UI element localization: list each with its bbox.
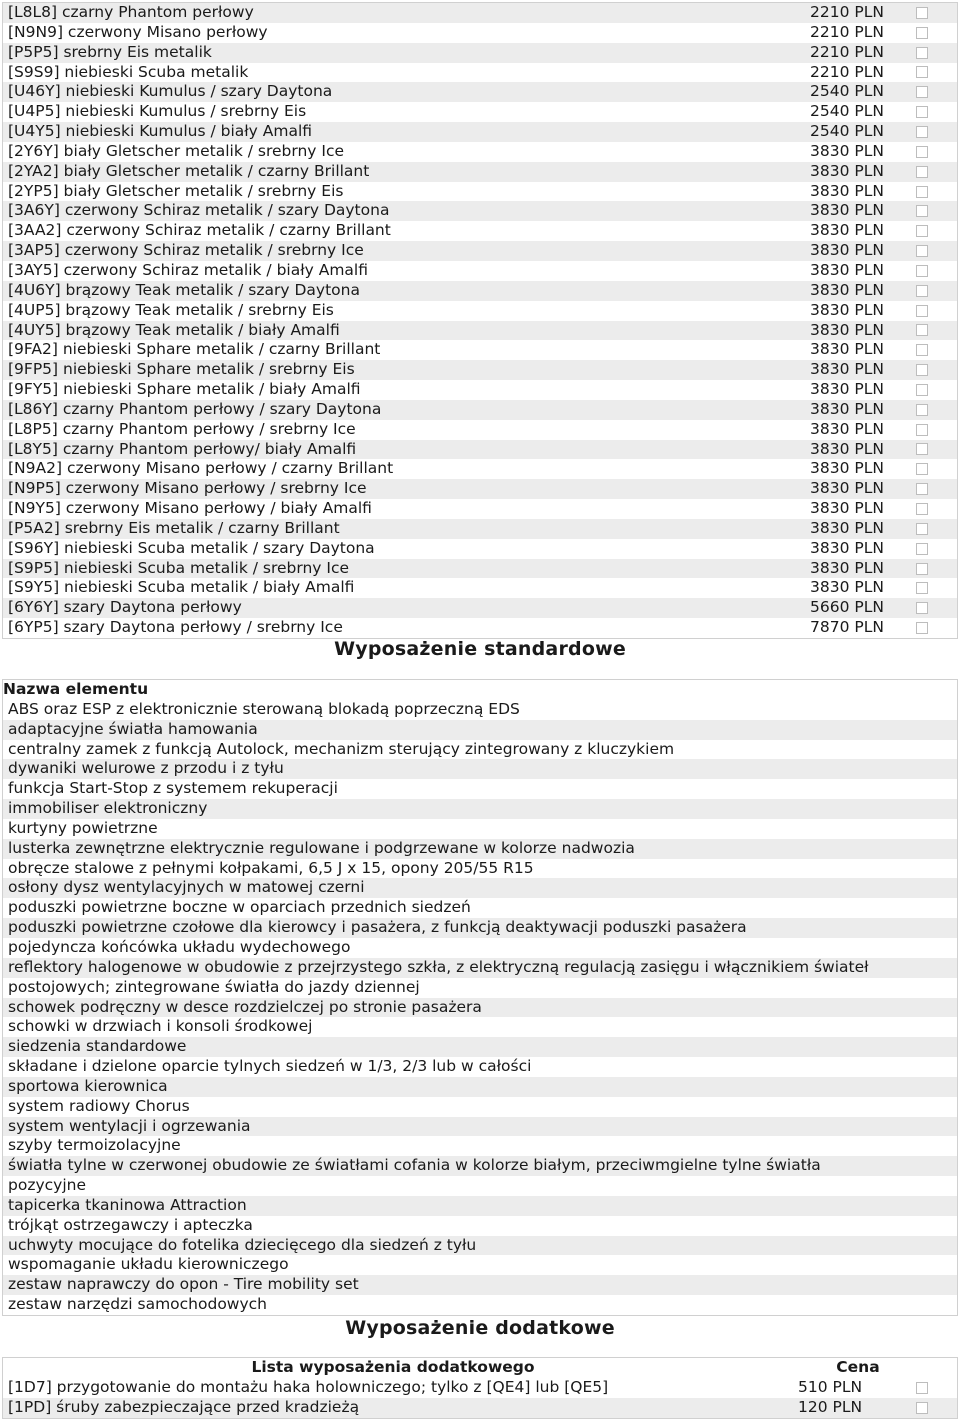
standard-equipment-row bbox=[3, 1255, 957, 1275]
standard-equipment-row bbox=[3, 700, 957, 720]
select-checkbox[interactable] bbox=[916, 483, 928, 495]
color-option-row bbox=[3, 102, 957, 122]
color-option-row bbox=[3, 499, 957, 519]
color-option-row bbox=[3, 261, 957, 281]
select-checkbox[interactable] bbox=[916, 245, 928, 257]
select-checkbox[interactable] bbox=[916, 443, 928, 455]
standard-equipment-row bbox=[3, 1295, 957, 1315]
standard-equipment-row bbox=[3, 1136, 957, 1156]
standard-equipment-row bbox=[3, 759, 957, 779]
additional-equipment-price: 510 PLN bbox=[798, 1377, 863, 1396]
color-option-row bbox=[3, 3, 957, 23]
color-option-price: 3830 PLN bbox=[810, 201, 884, 220]
color-option-row bbox=[3, 420, 957, 440]
color-option-name: [2YA2] biały Gletscher metalik / czarny Brillant bbox=[8, 161, 370, 180]
color-option-price: 3830 PLN bbox=[810, 439, 884, 458]
additional-equipment-name: [1PD] śruby zabezpieczające przed kradzieżą bbox=[8, 1397, 360, 1416]
standard-equipment-item: lusterka zewnętrzne elektrycznie regulowane i podgrzewane w kolorze nadwozia bbox=[8, 838, 635, 857]
color-option-row bbox=[3, 340, 957, 360]
select-checkbox[interactable] bbox=[916, 543, 928, 555]
color-option-row bbox=[3, 182, 957, 202]
standard-equipment-item: obręcze stalowe z pełnymi kołpakami, 6,5 J x 15, opony 205/55 R15 bbox=[8, 858, 534, 877]
additional-equipment-row bbox=[3, 1378, 957, 1398]
color-option-price: 2210 PLN bbox=[810, 3, 884, 21]
color-option-name: [6Y6Y] szary Daytona perłowy bbox=[8, 598, 242, 617]
standard-equipment-item: uchwyty mocujące do fotelika dziecięcego dla siedzeń z tyłu bbox=[8, 1235, 477, 1254]
select-checkbox[interactable] bbox=[916, 126, 928, 138]
standard-equipment-item: system wentylacji i ogrzewania bbox=[8, 1116, 251, 1135]
select-checkbox[interactable] bbox=[916, 404, 928, 416]
select-checkbox[interactable] bbox=[916, 305, 928, 317]
color-option-price: 3830 PLN bbox=[810, 260, 884, 279]
standard-equipment-row bbox=[3, 918, 957, 938]
color-option-price: 3830 PLN bbox=[810, 320, 884, 339]
select-checkbox[interactable] bbox=[916, 27, 928, 39]
color-option-price: 3830 PLN bbox=[810, 380, 884, 399]
color-option-price: 3830 PLN bbox=[810, 280, 884, 299]
select-checkbox[interactable] bbox=[916, 166, 928, 178]
select-checkbox[interactable] bbox=[916, 424, 928, 436]
color-option-row bbox=[3, 43, 957, 63]
color-option-name: [N9N9] czerwony Misano perłowy bbox=[8, 22, 268, 41]
select-checkbox[interactable] bbox=[916, 582, 928, 594]
color-option-name: [9FA2] niebieski Sphare metalik / czarny Brillant bbox=[8, 340, 381, 359]
standard-equipment-item: reflektory halogenowe w obudowie z przejrzystego szkła, z elektryczną regulacją zasięgu i włącznikiem świateł bbox=[8, 957, 869, 976]
color-option-row bbox=[3, 241, 957, 261]
color-option-row bbox=[3, 23, 957, 43]
color-option-price: 2210 PLN bbox=[810, 22, 884, 41]
standard-equipment-item: tapicerka tkaninowa Attraction bbox=[8, 1195, 247, 1214]
color-option-price: 3830 PLN bbox=[810, 221, 884, 240]
additional-equipment-title: Wyposażenie dodatkowe bbox=[345, 1317, 615, 1339]
color-option-name: [3AY5] czerwony Schiraz metalik / biały Amalfi bbox=[8, 260, 368, 279]
color-option-price: 3830 PLN bbox=[810, 141, 884, 160]
standard-equipment-row bbox=[3, 859, 957, 879]
color-option-name: [U4P5] niebieski Kumulus / srebrny Eis bbox=[8, 102, 307, 121]
color-option-name: [3AP5] czerwony Schiraz metalik / srebrny Ice bbox=[8, 241, 364, 260]
additional-equipment-table bbox=[2, 1357, 958, 1419]
select-checkbox[interactable] bbox=[916, 523, 928, 535]
color-option-price: 2540 PLN bbox=[810, 122, 884, 141]
color-option-name: [L8L8] czarny Phantom perłowy bbox=[8, 3, 254, 21]
additional-equipment-row bbox=[3, 1398, 957, 1418]
standard-equipment-item: centralny zamek z funkcją Autolock, mechanizm sterujący zintegrowany z kluczykiem bbox=[8, 739, 675, 758]
standard-equipment-item: światła tylne w czerwonej obudowie ze światłami cofania w kolorze białym, przeciwmgielne tylne światła bbox=[8, 1156, 821, 1175]
standard-equipment-item: schowki w drzwiach i konsoli środkowej bbox=[8, 1017, 313, 1036]
color-option-price: 3830 PLN bbox=[810, 459, 884, 478]
standard-equipment-item: kurtyny powietrzne bbox=[8, 818, 158, 837]
color-option-row bbox=[3, 479, 957, 499]
color-option-name: [S9Y5] niebieski Scuba metalik / biały Amalfi bbox=[8, 578, 355, 597]
standard-equipment-row bbox=[3, 978, 957, 998]
standard-equipment-row bbox=[3, 1156, 957, 1176]
color-option-name: [L8Y5] czarny Phantom perłowy/ biały Amalfi bbox=[8, 439, 357, 458]
color-option-price: 3830 PLN bbox=[810, 241, 884, 260]
standard-equipment-row bbox=[3, 1176, 957, 1196]
standard-equipment-row bbox=[3, 938, 957, 958]
select-checkbox[interactable] bbox=[916, 622, 928, 634]
select-checkbox[interactable] bbox=[916, 1382, 928, 1394]
standard-equipment-item: trójkąt ostrzegawczy i apteczka bbox=[8, 1215, 253, 1234]
select-checkbox[interactable] bbox=[916, 463, 928, 475]
additional-equipment-header bbox=[3, 1358, 957, 1378]
select-checkbox[interactable] bbox=[916, 265, 928, 277]
color-option-row bbox=[3, 440, 957, 460]
color-option-row bbox=[3, 459, 957, 479]
color-option-name: [6YP5] szary Daytona perłowy / srebrny Ice bbox=[8, 618, 343, 637]
color-option-price: 3830 PLN bbox=[810, 399, 884, 418]
standard-equipment-row bbox=[3, 839, 957, 859]
color-option-price: 3830 PLN bbox=[810, 578, 884, 597]
standard-equipment-item: sportowa kierownica bbox=[8, 1076, 168, 1095]
color-option-price: 3830 PLN bbox=[810, 538, 884, 557]
color-option-row bbox=[3, 221, 957, 241]
color-option-price: 2540 PLN bbox=[810, 102, 884, 121]
color-option-row bbox=[3, 281, 957, 301]
color-option-price: 7870 PLN bbox=[810, 618, 884, 637]
select-checkbox[interactable] bbox=[916, 384, 928, 396]
standard-equipment-row bbox=[3, 1037, 957, 1057]
standard-equipment-row bbox=[3, 898, 957, 918]
select-checkbox[interactable] bbox=[916, 186, 928, 198]
select-checkbox[interactable] bbox=[916, 364, 928, 376]
color-option-name: [P5P5] srebrny Eis metalik bbox=[8, 42, 212, 61]
select-checkbox[interactable] bbox=[916, 563, 928, 575]
select-checkbox[interactable] bbox=[916, 7, 928, 19]
standard-equipment-item: zestaw naprawczy do opon - Tire mobility set bbox=[8, 1275, 359, 1294]
color-option-price: 3830 PLN bbox=[810, 499, 884, 518]
standard-equipment-item: ABS oraz ESP z elektronicznie sterowaną blokadą poprzeczną EDS bbox=[8, 699, 520, 718]
column-header-name: Nazwa elementu bbox=[3, 680, 149, 698]
color-option-row bbox=[3, 578, 957, 598]
color-option-name: [4U6Y] brązowy Teak metalik / szary Daytona bbox=[8, 280, 360, 299]
color-option-name: [3A6Y] czerwony Schiraz metalik / szary Daytona bbox=[8, 201, 390, 220]
select-checkbox[interactable] bbox=[916, 602, 928, 614]
column-header-price: Cena bbox=[836, 1358, 880, 1376]
color-option-row bbox=[3, 400, 957, 420]
color-option-row bbox=[3, 142, 957, 162]
standard-equipment-row bbox=[3, 1117, 957, 1137]
standard-equipment-row bbox=[3, 998, 957, 1018]
color-option-price: 5660 PLN bbox=[810, 598, 884, 617]
standard-equipment-item: pojedyncza końcówka układu wydechowego bbox=[8, 937, 351, 956]
color-option-name: [3AA2] czerwony Schiraz metalik / czarny Brillant bbox=[8, 221, 391, 240]
select-checkbox[interactable] bbox=[916, 146, 928, 158]
standard-equipment-item: funkcja Start-Stop z systemem rekuperacji bbox=[8, 779, 338, 798]
color-option-price: 3830 PLN bbox=[810, 340, 884, 359]
standard-equipment-header bbox=[3, 680, 957, 700]
standard-equipment-item: siedzenia standardowe bbox=[8, 1037, 187, 1056]
select-checkbox[interactable] bbox=[916, 86, 928, 98]
standard-equipment-item: system radiowy Chorus bbox=[8, 1096, 190, 1115]
standard-equipment-item: schowek podręczny w desce rozdzielczej po stronie pasażera bbox=[8, 997, 482, 1016]
color-option-name: [U4Y5] niebieski Kumulus / biały Amalfi bbox=[8, 122, 313, 141]
select-checkbox[interactable] bbox=[916, 66, 928, 78]
color-option-price: 2210 PLN bbox=[810, 42, 884, 61]
color-option-name: [P5A2] srebrny Eis metalik / czarny Brillant bbox=[8, 518, 340, 537]
color-option-price: 2540 PLN bbox=[810, 82, 884, 101]
color-option-price: 2210 PLN bbox=[810, 62, 884, 81]
standard-equipment-item: pozycyjne bbox=[8, 1176, 86, 1195]
color-option-row bbox=[3, 360, 957, 380]
additional-equipment-name: [1D7] przygotowanie do montażu haka holowniczego; tylko z [QE4] lub [QE5] bbox=[8, 1377, 609, 1396]
color-option-price: 3830 PLN bbox=[810, 419, 884, 438]
color-option-price: 3830 PLN bbox=[810, 300, 884, 319]
standard-equipment-item: składane i dzielone oparcie tylnych siedzeń w 1/3, 2/3 lub w całości bbox=[8, 1057, 532, 1076]
color-option-name: [S96Y] niebieski Scuba metalik / szary Daytona bbox=[8, 538, 375, 557]
color-option-name: [N9Y5] czerwony Misano perłowy / biały Amalfi bbox=[8, 499, 372, 518]
additional-equipment-price: 120 PLN bbox=[798, 1397, 863, 1416]
color-option-name: [2Y6Y] biały Gletscher metalik / srebrny Ice bbox=[8, 141, 345, 160]
select-checkbox[interactable] bbox=[916, 225, 928, 237]
color-option-row bbox=[3, 162, 957, 182]
color-option-name: [S9P5] niebieski Scuba metalik / srebrny Ice bbox=[8, 558, 350, 577]
color-option-row bbox=[3, 380, 957, 400]
select-checkbox[interactable] bbox=[916, 503, 928, 515]
color-option-price: 3830 PLN bbox=[810, 479, 884, 498]
color-option-row bbox=[3, 63, 957, 83]
select-checkbox[interactable] bbox=[916, 324, 928, 336]
standard-equipment-row bbox=[3, 1077, 957, 1097]
select-checkbox[interactable] bbox=[916, 285, 928, 297]
color-option-name: [N9A2] czerwony Misano perłowy / czarny Brillant bbox=[8, 459, 394, 478]
standard-equipment-row bbox=[3, 799, 957, 819]
standard-equipment-item: szyby termoizolacyjne bbox=[8, 1136, 181, 1155]
standard-equipment-title: Wyposażenie standardowe bbox=[334, 638, 626, 660]
color-options-table bbox=[2, 2, 958, 639]
color-option-name: [S9S9] niebieski Scuba metalik bbox=[8, 62, 249, 81]
column-header-name: Lista wyposażenia dodatkowego bbox=[251, 1358, 535, 1376]
color-option-row bbox=[3, 598, 957, 618]
standard-equipment-row bbox=[3, 720, 957, 740]
select-checkbox[interactable] bbox=[916, 344, 928, 356]
standard-equipment-row bbox=[3, 740, 957, 760]
standard-equipment-row bbox=[3, 1017, 957, 1037]
color-option-price: 3830 PLN bbox=[810, 181, 884, 200]
color-option-row bbox=[3, 82, 957, 102]
select-checkbox[interactable] bbox=[916, 205, 928, 217]
color-option-name: [9FY5] niebieski Sphare metalik / biały Amalfi bbox=[8, 380, 361, 399]
color-option-name: [N9P5] czerwony Misano perłowy / srebrny Ice bbox=[8, 479, 367, 498]
color-option-price: 3830 PLN bbox=[810, 161, 884, 180]
standard-equipment-row bbox=[3, 819, 957, 839]
color-option-name: [U46Y] niebieski Kumulus / szary Daytona bbox=[8, 82, 333, 101]
standard-equipment-item: postojowych; zintegrowane światła do jazdy dziennej bbox=[8, 977, 420, 996]
color-option-row bbox=[3, 201, 957, 221]
standard-equipment-row bbox=[3, 878, 957, 898]
color-option-name: [L8P5] czarny Phantom perłowy / srebrny Ice bbox=[8, 419, 356, 438]
standard-equipment-table bbox=[2, 679, 958, 1316]
color-option-price: 3830 PLN bbox=[810, 518, 884, 537]
select-checkbox[interactable] bbox=[916, 1402, 928, 1414]
color-option-row bbox=[3, 519, 957, 539]
standard-equipment-row bbox=[3, 1196, 957, 1216]
standard-equipment-item: poduszki powietrzne czołowe dla kierowcy i pasażera, z funkcją deaktywacji poduszki pasażera bbox=[8, 918, 747, 937]
standard-equipment-row bbox=[3, 1097, 957, 1117]
color-option-name: [L86Y] czarny Phantom perłowy / szary Daytona bbox=[8, 399, 382, 418]
color-option-name: [4UP5] brązowy Teak metalik / srebrny Eis bbox=[8, 300, 334, 319]
color-option-row bbox=[3, 539, 957, 559]
color-option-price: 3830 PLN bbox=[810, 558, 884, 577]
standard-equipment-item: zestaw narzędzi samochodowych bbox=[8, 1295, 268, 1314]
standard-equipment-item: adaptacyjne światła hamowania bbox=[8, 719, 258, 738]
select-checkbox[interactable] bbox=[916, 47, 928, 59]
standard-equipment-item: osłony dysz wentylacyjnych w matowej czerni bbox=[8, 878, 365, 897]
color-option-name: [4UY5] brązowy Teak metalik / biały Amalfi bbox=[8, 320, 340, 339]
color-option-name: [9FP5] niebieski Sphare metalik / srebrny Eis bbox=[8, 360, 355, 379]
color-option-row bbox=[3, 122, 957, 142]
color-option-row bbox=[3, 321, 957, 341]
standard-equipment-item: poduszki powietrzne boczne w oparciach przednich siedzeń bbox=[8, 898, 471, 917]
color-option-price: 3830 PLN bbox=[810, 360, 884, 379]
select-checkbox[interactable] bbox=[916, 106, 928, 118]
standard-equipment-item: dywaniki welurowe z przodu i z tyłu bbox=[8, 759, 284, 778]
color-option-row bbox=[3, 559, 957, 579]
standard-equipment-row bbox=[3, 1275, 957, 1295]
standard-equipment-row bbox=[3, 1057, 957, 1077]
color-option-row bbox=[3, 301, 957, 321]
standard-equipment-row bbox=[3, 779, 957, 799]
standard-equipment-row bbox=[3, 1216, 957, 1236]
standard-equipment-item: wspomaganie układu kierowniczego bbox=[8, 1255, 289, 1274]
standard-equipment-row bbox=[3, 1236, 957, 1256]
color-option-name: [2YP5] biały Gletscher metalik / srebrny Eis bbox=[8, 181, 344, 200]
color-option-row bbox=[3, 618, 957, 638]
standard-equipment-row bbox=[3, 958, 957, 978]
standard-equipment-item: immobiliser elektroniczny bbox=[8, 799, 208, 818]
